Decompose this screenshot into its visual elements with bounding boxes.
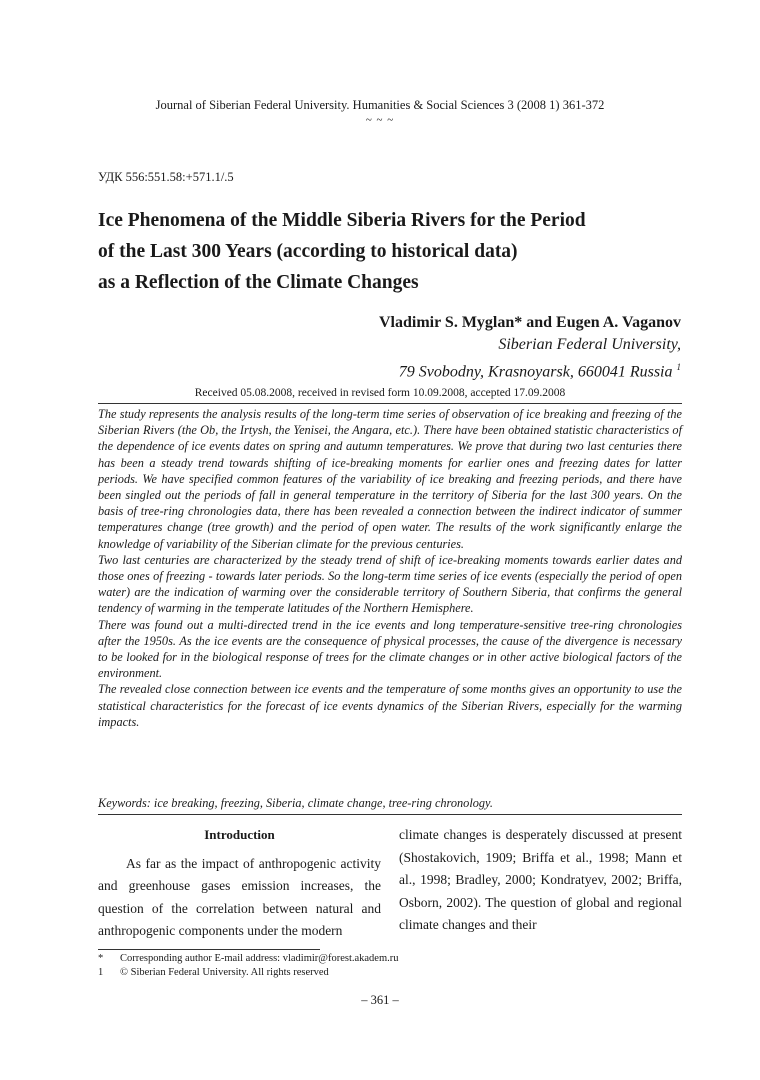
body-paragraph: climate changes is desperately discussed at present (Shostakovich, 1909; Briffa et al., 1998; Mann et al., 1998; Bradley, 2000; Kondratyev, 2002; Briffa, Osborn, 2002). The question of global and regional climate changes and their	[399, 827, 682, 932]
footnote-mark: 1	[98, 967, 104, 978]
footnote-text: Corresponding author E-mail address: vladimir@forest.akadem.ru	[120, 953, 399, 964]
footnote-text: © Siberian Federal University. All rights reserved	[120, 967, 329, 978]
abstract-paragraph: The revealed close connection between ice events and the temperature of some months gives an opportunity to use the statistical characteristics for the forecast of ice events dynamics of the Siberian Rivers, especially for the warming impacts.	[98, 682, 682, 729]
footnote-rule	[98, 949, 320, 950]
footnotes	[98, 952, 399, 980]
affiliation-text: 79 Svobodny, Krasnoyarsk, 660041 Russia	[398, 363, 673, 381]
page-number: – 361 –	[361, 993, 399, 1007]
body-paragraph: As far as the impact of anthropogenic activity and greenhouse gases emission increases, the question of the correlation between natural and anthropogenic components under the modern	[98, 855, 381, 938]
footnote-mark: *	[98, 953, 104, 964]
abstract-paragraph: Two last centuries are characterized by the steady trend of shift of ice-breaking moments towards earlier dates and those ones of freezing - towards later periods. So the long-term time series of ice events (especially the period of open water) are the indication of warming over the considerable territory of Southern Siberia, that confirms the general tendency of warming in the temperate latitudes of the Northern Hemisphere.	[98, 552, 682, 616]
abstract-bottom-rule	[98, 814, 682, 815]
header-separator: ~ ~ ~	[365, 114, 395, 126]
abstract-paragraph: The study represents the analysis results of the long-term time series of observation of ice breaking and freezing of the Siberian Rivers (the Ob, the Irtysh, the Yenisei, the Angara, etc.). There have been obtained statistic characteristics of the dependence of ice events dates on spring and autumn temperatures. We prove that during two last centuries there has been a steady trend towards shifting of ice-breaking moments for earlier ones and freezing dates for latter periods. We have specified common features of the variability of ice breaking and freezing periods, and there have been singled out the periods of fall in general temperature in the territory of Siberia for the last 300 years. On the basis of tree-ring chronologies data, there has been revealed a connection between the indirect indicator of summer temperatures change (tree growth) and the period of open water. The results of the work significantly enlarge the knowledge of variability of the Siberian climate for the previous centuries.	[98, 407, 682, 551]
footnote	[98, 952, 399, 966]
section-heading: Introduction	[204, 827, 275, 842]
paper-title	[98, 205, 658, 298]
abstract	[98, 406, 682, 730]
title-line: Ice Phenomena of the Middle Siberia Rivers for the Period	[98, 210, 586, 231]
footnote	[98, 966, 399, 980]
keywords: Keywords: ice breaking, freezing, Siberia, climate change, tree-ring chronology.	[98, 796, 493, 810]
title-line: as a Reflection of the Climate Changes	[98, 272, 419, 293]
title-line: of the Last 300 Years (according to historical data)	[98, 241, 518, 262]
affiliation-line: Siberian Federal University,	[498, 336, 681, 353]
affiliation-address	[379, 356, 681, 383]
author-block	[379, 312, 681, 383]
left-column	[98, 824, 381, 943]
right-column	[399, 824, 682, 937]
abstract-top-rule	[98, 403, 682, 404]
journal-header: Journal of Siberian Federal University. Humanities & Social Sciences 3 (2008 1) 361-372	[155, 98, 605, 112]
abstract-paragraph: There was found out a multi-directed trend in the ice events and long temperature-sensitive tree-ring chronologies after the 1950s. As the ice events are the consequence of physical processes, the cause of the divergence is necessary to be looked for in the biological response of trees for the climate changes or in other active biological factors of the environment.	[98, 617, 682, 681]
author-names: Vladimir S. Myglan* and Eugen A. Vaganov	[378, 314, 681, 331]
affiliation-footnote-mark: 1	[676, 362, 681, 372]
udk-code: УДК 556:551.58:+571.1/.5	[98, 170, 234, 184]
received-dates: Received 05.08.2008, received in revised form 10.09.2008, accepted 17.09.2008	[194, 387, 566, 399]
